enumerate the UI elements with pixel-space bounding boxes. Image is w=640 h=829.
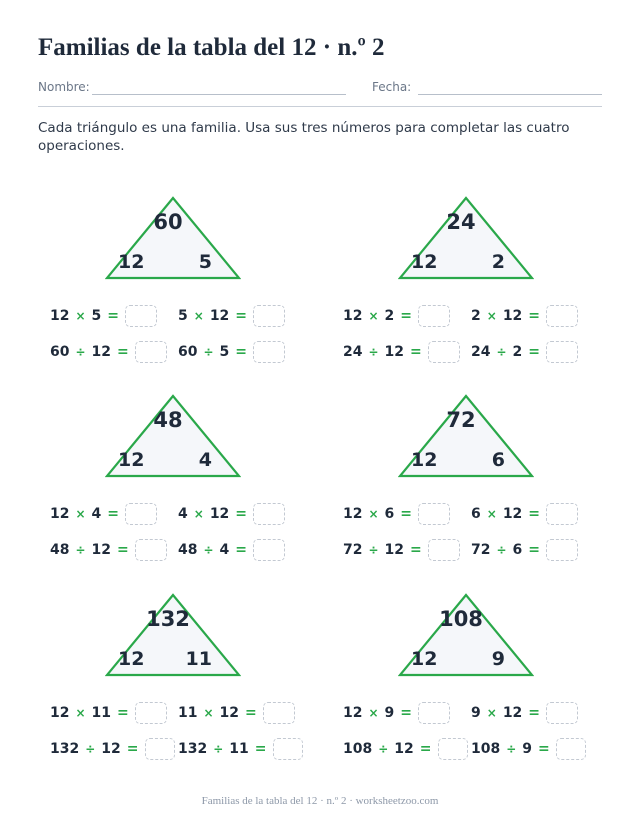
equation <box>50 539 167 561</box>
triangle-top-number: 108 <box>439 607 483 631</box>
triangle-right-number: 9 <box>491 648 505 670</box>
operand-a: 60 <box>50 344 70 360</box>
operand-a: 12 <box>343 308 363 324</box>
operand-a: 24 <box>471 344 491 360</box>
equation <box>343 702 450 724</box>
triangle-right-number: 11 <box>185 648 212 670</box>
divide-sign: ÷ <box>368 345 379 359</box>
equation <box>471 738 586 760</box>
equation <box>178 305 285 327</box>
operand-a: 132 <box>50 741 80 757</box>
answer-box[interactable] <box>418 702 450 724</box>
date-label: Fecha: <box>372 80 412 94</box>
times-sign: × <box>368 507 379 521</box>
triangle-right-number: 5 <box>198 251 212 273</box>
triangle-left-number: 12 <box>118 251 145 273</box>
triangle-left-number: 12 <box>411 449 438 471</box>
operand-a: 12 <box>50 705 70 721</box>
answer-box[interactable] <box>253 341 285 363</box>
operand-b: 12 <box>502 705 523 721</box>
operand-a: 24 <box>343 344 363 360</box>
answer-box[interactable] <box>135 539 167 561</box>
operand-a: 12 <box>50 506 70 522</box>
operand-a: 5 <box>178 308 188 324</box>
equation <box>50 341 167 363</box>
times-sign: × <box>193 507 204 521</box>
equation <box>471 539 578 561</box>
fact-family-5 <box>50 593 310 768</box>
equals-sign: = <box>528 542 541 558</box>
answer-box[interactable] <box>135 702 167 724</box>
equals-sign: = <box>107 506 120 522</box>
instructions-text: Cada triángulo es una familia. Usa sus tres números para completar las cuatro operaciones. <box>38 120 570 154</box>
equation <box>343 503 450 525</box>
operand-a: 12 <box>343 506 363 522</box>
equation <box>343 305 450 327</box>
answer-box[interactable] <box>546 702 578 724</box>
answer-box[interactable] <box>428 341 460 363</box>
equation <box>50 738 175 760</box>
divide-sign: ÷ <box>203 345 214 359</box>
name-field[interactable] <box>92 94 346 95</box>
operand-a: 2 <box>471 308 481 324</box>
answer-box[interactable] <box>438 738 468 760</box>
operand-b: 6 <box>512 542 523 558</box>
equals-sign: = <box>235 542 248 558</box>
operand-a: 72 <box>343 542 363 558</box>
operand-a: 9 <box>471 705 481 721</box>
operand-b: 4 <box>219 542 230 558</box>
operand-b: 9 <box>384 705 395 721</box>
operand-b: 12 <box>394 741 414 757</box>
answer-box[interactable] <box>145 738 175 760</box>
operand-b: 12 <box>384 344 405 360</box>
operand-b: 12 <box>502 308 523 324</box>
equals-sign: = <box>410 542 422 558</box>
answer-box[interactable] <box>253 305 285 327</box>
equals-sign: = <box>400 705 413 721</box>
times-sign: × <box>486 706 497 720</box>
equation <box>471 305 578 327</box>
answer-box[interactable] <box>273 738 303 760</box>
operand-b: 11 <box>91 705 112 721</box>
answer-box[interactable] <box>253 539 285 561</box>
divide-sign: ÷ <box>85 742 96 756</box>
equals-sign: = <box>528 344 541 360</box>
operand-b: 12 <box>209 308 230 324</box>
times-sign: × <box>368 309 379 323</box>
equation <box>471 702 578 724</box>
operand-a: 60 <box>178 344 198 360</box>
equation <box>178 702 295 724</box>
divide-sign: ÷ <box>203 543 214 557</box>
operand-b: 2 <box>384 308 395 324</box>
times-sign: × <box>193 309 204 323</box>
equals-sign: = <box>410 344 422 360</box>
answer-box[interactable] <box>418 503 450 525</box>
divide-sign: ÷ <box>75 345 86 359</box>
times-sign: × <box>75 309 86 323</box>
operand-b: 12 <box>502 506 523 522</box>
triangle-right-number: 4 <box>198 449 212 471</box>
divide-sign: ÷ <box>213 742 224 756</box>
page-footer: Familias de la tabla del 12 · n.º 2 · worksheetzoo.com <box>201 795 439 807</box>
triangle-left-number: 12 <box>118 449 145 471</box>
equals-sign: = <box>117 344 129 360</box>
triangle-left-number: 12 <box>411 648 438 670</box>
times-sign: × <box>75 706 86 720</box>
triangle-top-number: 48 <box>153 408 183 432</box>
equation <box>471 503 578 525</box>
page-title: Familias de la tabla del 12 · n.º 2 <box>38 34 385 61</box>
equals-sign: = <box>245 705 257 721</box>
operand-b: 12 <box>384 542 405 558</box>
answer-box[interactable] <box>546 539 578 561</box>
equation <box>178 503 285 525</box>
times-sign: × <box>486 507 497 521</box>
operand-a: 108 <box>471 741 501 757</box>
equals-sign: = <box>400 506 413 522</box>
operand-a: 12 <box>50 308 70 324</box>
triangle-left-number: 12 <box>118 648 145 670</box>
answer-box[interactable] <box>546 503 578 525</box>
answer-box[interactable] <box>125 503 157 525</box>
operand-a: 12 <box>343 705 363 721</box>
fact-family-3 <box>50 394 310 569</box>
operand-a: 11 <box>178 705 198 721</box>
triangle-left-number: 12 <box>411 251 438 273</box>
equation <box>178 539 285 561</box>
answer-box[interactable] <box>253 503 285 525</box>
equals-sign: = <box>117 705 129 721</box>
operand-b: 12 <box>91 344 112 360</box>
fact-family-6 <box>343 593 603 768</box>
equals-sign: = <box>419 741 432 757</box>
divide-sign: ÷ <box>496 345 507 359</box>
equals-sign: = <box>235 308 248 324</box>
fact-family-1 <box>50 196 310 371</box>
equals-sign: = <box>528 308 541 324</box>
equation <box>343 738 468 760</box>
fact-family-2 <box>343 196 603 371</box>
triangle-right-number: 6 <box>491 449 505 471</box>
answer-box[interactable] <box>546 341 578 363</box>
equals-sign: = <box>538 741 550 757</box>
operand-a: 108 <box>343 741 373 757</box>
equation <box>343 539 460 561</box>
divide-sign: ÷ <box>75 543 86 557</box>
divide-sign: ÷ <box>368 543 379 557</box>
operand-a: 48 <box>50 542 70 558</box>
operand-a: 48 <box>178 542 198 558</box>
divide-sign: ÷ <box>378 742 389 756</box>
equals-sign: = <box>126 741 139 757</box>
operand-b: 2 <box>512 344 523 360</box>
triangle-right-number: 2 <box>491 251 505 273</box>
divide-sign: ÷ <box>496 543 507 557</box>
times-sign: × <box>368 706 379 720</box>
equals-sign: = <box>400 308 413 324</box>
operand-b: 6 <box>384 506 395 522</box>
answer-box[interactable] <box>135 341 167 363</box>
equation <box>50 305 157 327</box>
name-label: Nombre: <box>38 80 90 94</box>
answer-box[interactable] <box>546 305 578 327</box>
triangle-top-number: 24 <box>446 210 476 234</box>
triangle-top-number: 72 <box>446 408 476 432</box>
operand-a: 132 <box>178 741 208 757</box>
times-sign: × <box>75 507 86 521</box>
operand-b: 5 <box>91 308 102 324</box>
operand-a: 72 <box>471 542 491 558</box>
equation <box>50 702 167 724</box>
answer-box[interactable] <box>125 305 157 327</box>
answer-box[interactable] <box>428 539 460 561</box>
triangle-top-number: 132 <box>146 607 190 631</box>
operand-b: 9 <box>522 741 533 757</box>
operand-b: 12 <box>101 741 121 757</box>
operand-a: 6 <box>471 506 481 522</box>
operand-b: 5 <box>219 344 230 360</box>
times-sign: × <box>486 309 497 323</box>
answer-box[interactable] <box>556 738 586 760</box>
operand-b: 4 <box>91 506 102 522</box>
answer-box[interactable] <box>263 702 295 724</box>
equation <box>178 738 303 760</box>
equals-sign: = <box>235 506 248 522</box>
operand-a: 4 <box>178 506 188 522</box>
operand-b: 12 <box>209 506 230 522</box>
equation <box>50 503 157 525</box>
equals-sign: = <box>117 542 129 558</box>
divide-sign: ÷ <box>506 742 517 756</box>
equation <box>343 341 460 363</box>
operand-b: 11 <box>229 741 249 757</box>
equals-sign: = <box>254 741 267 757</box>
answer-box[interactable] <box>418 305 450 327</box>
operand-b: 12 <box>91 542 112 558</box>
equals-sign: = <box>528 506 541 522</box>
date-field[interactable] <box>418 94 602 95</box>
triangle-top-number: 60 <box>153 210 183 234</box>
equals-sign: = <box>107 308 120 324</box>
operand-b: 12 <box>219 705 240 721</box>
equation <box>471 341 578 363</box>
equals-sign: = <box>235 344 248 360</box>
times-sign: × <box>203 706 214 720</box>
equals-sign: = <box>528 705 541 721</box>
equation <box>178 341 285 363</box>
fact-family-4 <box>343 394 603 569</box>
header-divider <box>38 106 602 107</box>
